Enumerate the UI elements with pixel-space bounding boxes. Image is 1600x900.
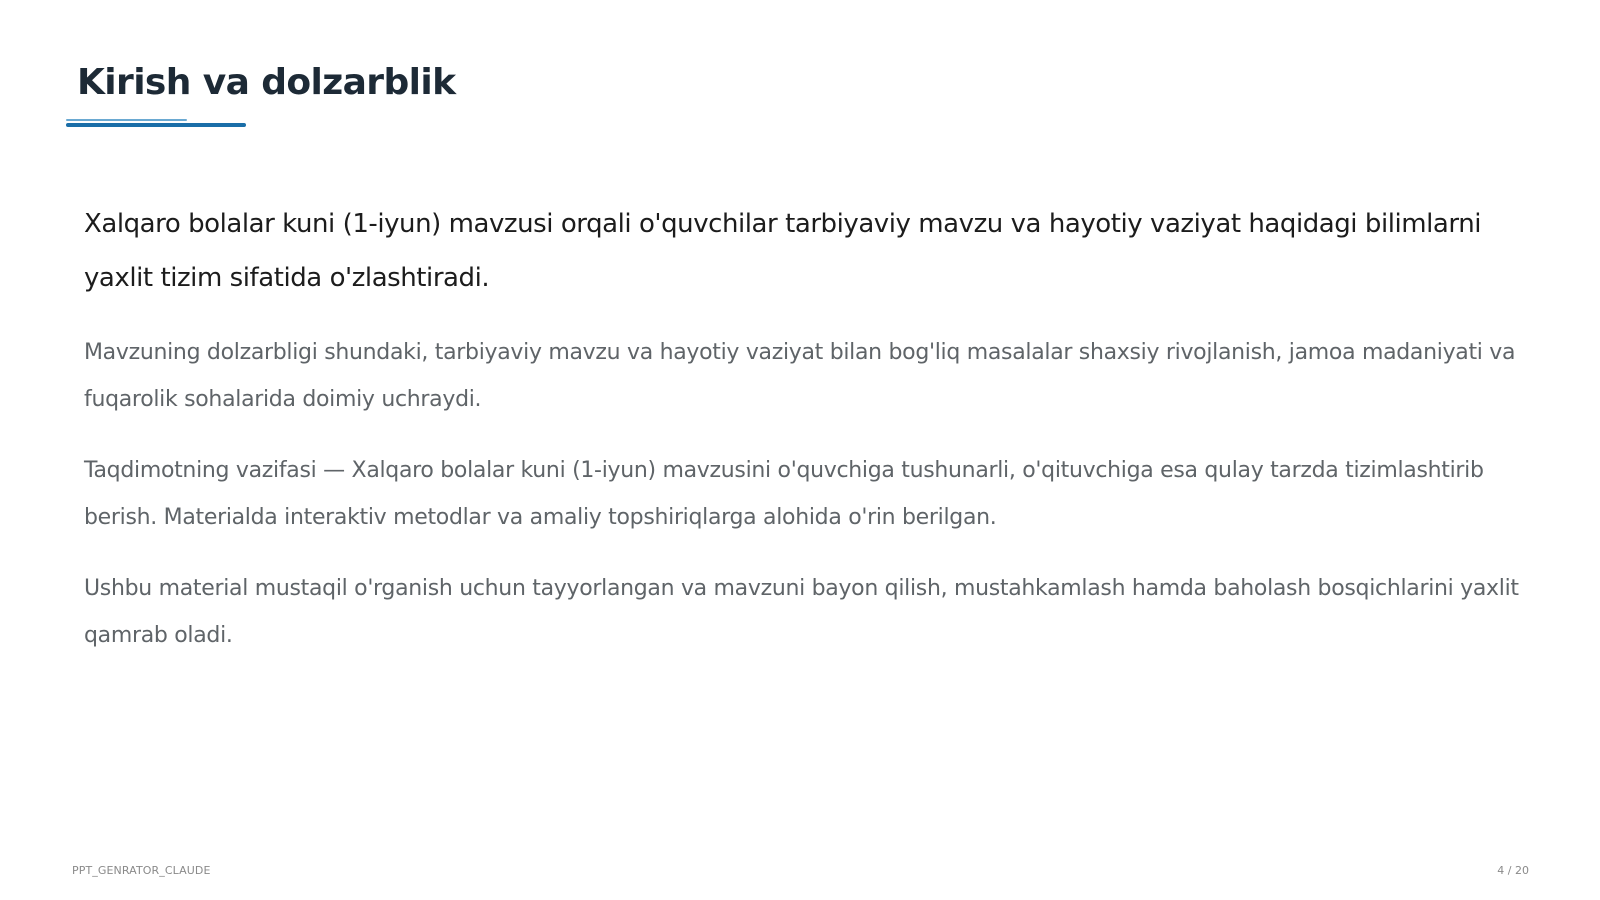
scope-paragraph: Ushbu material mustaqil o'rganish uchun tayyorlangan va mavzuni bayon qilish, mustahkamlash hamda baholash bosqichlarini yaxlit qamrab oladi. xyxy=(84,576,1519,648)
task-paragraph: Taqdimotning vazifasi — Xalqaro bolalar kuni (1-iyun) mavzusini o'quvchiga tushunarli, o'qituvchiga esa qulay tarzda tizimlashtirib berish. Materialda interaktiv metodlar va amaliy topshiriqlarga alohida o'rin berilgan. xyxy=(84,458,1484,530)
slide-content xyxy=(84,197,1524,683)
title-underline-accent xyxy=(66,119,187,121)
title-underline xyxy=(66,123,246,127)
relevance-paragraph: Mavzuning dolzarbligi shundaki, tarbiyaviy mavzu va hayotiy vaziyat bilan bog'liq masalalar shaxsiy rivojlanish, jamoa madaniyati va fuqarolik sohalarida doimiy uchraydi. xyxy=(84,340,1516,412)
footer-source-label: PPT_GENRATOR_CLAUDE xyxy=(72,864,211,877)
page-number: 4 / 20 xyxy=(1497,864,1529,877)
slide-title: Kirish va dolzarblik xyxy=(77,62,456,103)
lead-paragraph: Xalqaro bolalar kuni (1-iyun) mavzusi orqali o'quvchilar tarbiyaviy mavzu va hayotiy vaziyat haqidagi bilimlarni yaxlit tizim sifatida o'zlashtiradi. xyxy=(84,209,1481,293)
